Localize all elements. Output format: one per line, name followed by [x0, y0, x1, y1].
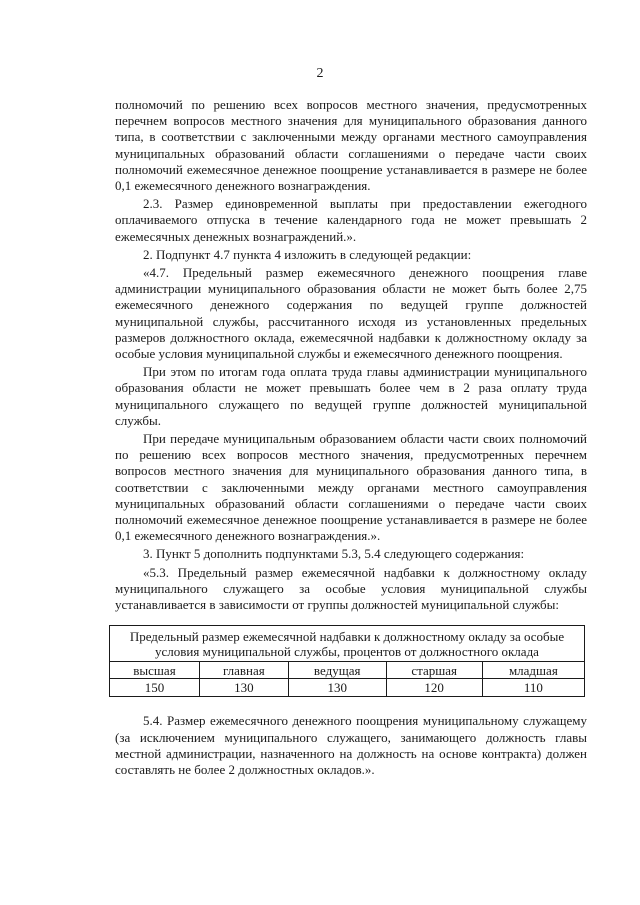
- table-header-row: [110, 626, 585, 662]
- table-value: 120: [386, 679, 482, 697]
- paragraph-item-3: 3. Пункт 5 дополнить подпунктами 5.3, 5.4 следующего содержания:: [143, 546, 525, 562]
- table-category-row: [110, 662, 585, 679]
- page-number: 2: [316, 66, 324, 81]
- table-value: 110: [482, 679, 584, 697]
- paragraph-5-3: «5.3. Предельный размер ежемесячной надбавки к должностному окладу муниципального служащего за особые условия муниципальной службы устанавливается в зависимости от группы должностей муниципальной службы:: [115, 564, 587, 613]
- paragraph-item-2: 2. Подпункт 4.7 пункта 4 изложить в следующей редакции:: [143, 246, 472, 262]
- table-category: старшая: [386, 662, 482, 679]
- table-category: младшая: [482, 662, 584, 679]
- table-value: 150: [110, 679, 200, 697]
- paragraph-annual-pay: При этом по итогам года оплата труда главы администрации муниципального образования области не может превышать более чем в 2 раза оплату труда муниципального служащего по ведущей группе должностей муниципальной службы.: [115, 364, 587, 428]
- table-header: Предельный размер ежемесячной надбавки к должностному окладу за особые условия муниципальной службы, процентов от должностного оклада: [110, 626, 585, 662]
- table-category: высшая: [110, 662, 200, 679]
- table-value-row: [110, 679, 585, 697]
- table-category: главная: [199, 662, 288, 679]
- paragraph-5-4: 5.4. Размер ежемесячного денежного поощрения муниципальному служащему (за исключением муниципального служащего, занимающего должность главы местной администрации, назначенного на должность на основе контракта) должен составлять не более 2 должностных окладов.».: [115, 713, 587, 777]
- table-category: ведущая: [288, 662, 386, 679]
- paragraph-delegation: При передаче муниципальным образованием области части своих полномочий по решению всех вопросов местного значения, предусмотренных перечнем вопросов местного значения для муниципального образования данного типа, в соответствии с заключенными между органами местного самоуправления муниципальных образований области соглашениями о передаче части своих полномочий ежемесячное денежное поощрение устанавливается в размере не более 0,1 ежемесячного денежного вознаграждения.».: [115, 431, 587, 544]
- document-body: [115, 97, 587, 780]
- table-value: 130: [199, 679, 288, 697]
- table-value: 130: [288, 679, 386, 697]
- allowance-table: [109, 625, 585, 697]
- paragraph-4-7: «4.7. Предельный размер ежемесячного денежного поощрения главе администрации муниципального образования области не может быть более 2,75 ежемесячного денежного содержания по ведущей группе должностей муниципальной службы, рассчитанного исходя из установленных предельных размеров должностного оклада, ежемесячной надбавки к должностному окладу за особые условия муниципальной службы и ежемесячного денежного поощрения.: [115, 265, 587, 362]
- paragraph-2-3: 2.3. Размер единовременной выплаты при предоставлении ежегодного оплачиваемого отпуска в течение календарного года не может превышать 2 ежемесячных денежных вознаграждений.».: [115, 196, 587, 244]
- paragraph-continuation: полномочий по решению всех вопросов местного значения, предусмотренных перечнем вопросов местного значения для муниципального образования данного типа, в соответствии с заключенными между органами местного самоуправления муниципальных образований области соглашениями о передаче части своих полномочий ежемесячное денежное поощрение устанавливается в размере не более 0,1 ежемесячного денежного вознаграждения.: [115, 97, 587, 194]
